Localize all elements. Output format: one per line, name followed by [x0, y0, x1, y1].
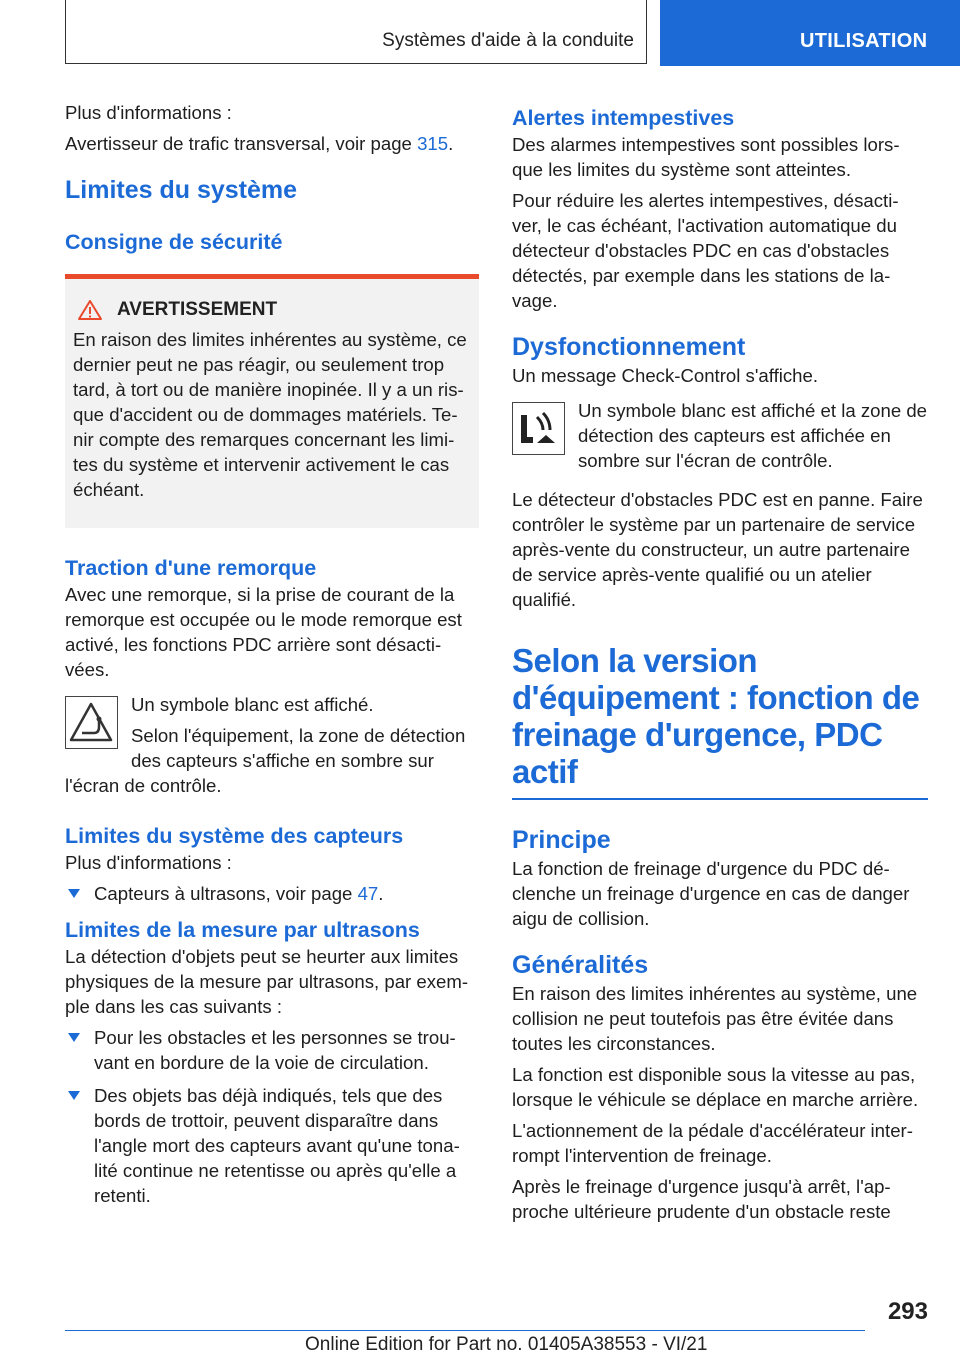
bullet-triangle-icon: [68, 1033, 80, 1042]
sensor-item-text: Capteurs à ultrasons, voir page: [94, 883, 358, 904]
footer-edition: Online Edition for Part no. 01405A38553 - VI/21: [305, 1334, 708, 1355]
right-column: [512, 100, 928, 1230]
left-column: [65, 100, 479, 1216]
heading-safety-note: Consigne de sécurité: [65, 230, 283, 254]
chapter-tab: [660, 0, 960, 66]
heading-false-alerts: Alertes intempestives: [512, 106, 735, 130]
principle-text: La fonction de freinage d'urgence du PDC dé-clenche un freinage d'urgence en cas de danger aigu de collision.: [512, 858, 910, 929]
footer-rule: [65, 1330, 865, 1331]
list-item: [65, 1025, 479, 1075]
warning-header: [73, 299, 471, 321]
list-item: [65, 881, 479, 906]
heading-system-limits: Limites du système: [65, 176, 298, 204]
heading-general: Généralités: [512, 951, 649, 979]
bullet-triangle-icon: [68, 889, 80, 898]
page-link-315[interactable]: 315: [417, 133, 449, 154]
false-alerts-text-2: Pour réduire les alertes intempestives, désacti-ver, le cas échéant, l'activation automatique du détecteur d'obstacles PDC en cas d'obstacles détectés, par exemple dans les stations de la-vage.: [512, 190, 899, 311]
trailer-icon-text-3: l'écran de contrôle.: [65, 775, 222, 796]
heading-malfunction: Dysfonctionnement: [512, 333, 746, 361]
general-text-4: Après le freinage d'urgence jusqu'à arrêt, l'ap-proche ultérieure prudente d'un obstacle reste: [512, 1176, 891, 1222]
sensor-more-info: Plus d'informations :: [65, 852, 232, 873]
false-alerts-text-1: Des alarmes intempestives sont possibles lors-que les limites du système sont atteintes.: [512, 134, 900, 180]
warning-triangle-icon: [77, 299, 103, 321]
heading-rule: [512, 798, 928, 800]
section-title: Systèmes d'aide à la conduite: [382, 30, 634, 51]
page-link-47[interactable]: 47: [357, 883, 379, 904]
sensor-list: [65, 881, 479, 906]
malfunction-icon-text: Un symbole blanc est affiché et la zone de détection des capteurs est affichée en sombre sur l'écran de contrôle.: [578, 400, 928, 471]
ultrasonic-list: [65, 1025, 479, 1208]
trailer-icon-text-2: Selon l'équipement, la zone de détection des capteurs s'affiche en sombre sur: [131, 725, 466, 771]
trailer-icon-text-1: Un symbole blanc est affiché.: [131, 694, 374, 715]
general-text-1: En raison des limites inhérentes au système, une collision ne peut toutefois pas être évitée dans toutes les circonstances.: [512, 983, 918, 1054]
heading-principle: Principe: [512, 826, 611, 854]
heading-trailer: Traction d'une remorque: [65, 556, 317, 580]
sensor-item-end: .: [378, 883, 384, 904]
heading-ultrasonic-limits: Limites de la mesure par ultrasons: [65, 918, 420, 942]
header-box: [65, 0, 647, 64]
bullet-text: Pour les obstacles et les personnes se trou-vant en bordure de la voie de circulation.: [94, 1027, 456, 1073]
malfunction-text-1: Un message Check-Control s'affiche.: [512, 365, 819, 386]
heading-sensor-limits: Limites du système des capteurs: [65, 824, 404, 848]
general-text-3: L'actionnement de la pédale d'accélérateur inter-rompt l'intervention de freinage.: [512, 1120, 913, 1166]
ultrasonic-body: La détection d'objets peut se heurter aux limites physiques de la mesure par ultrasons, par exem-ple dans les cas suivants :: [65, 946, 469, 1017]
trailer-icon-block: [65, 692, 479, 798]
heading-emergency-braking: Selon la version d'équipement : fonction de freinage d'urgence, PDC actif: [512, 642, 920, 790]
general-text-2: La fonction est disponible sous la vitesse au pas, lorsque le véhicule se déplace en marche arrière.: [512, 1064, 919, 1110]
ref-text: Avertisseur de trafic transversal, voir page: [65, 133, 418, 154]
trailer-body: Avec une remorque, si la prise de courant de la remorque est occupée ou le mode remorque est activé, les fonctions PDC arrière sont désacti-vées.: [65, 584, 462, 680]
chapter-tab-label: UTILISATION: [800, 30, 928, 52]
page-number: 293: [887, 1298, 928, 1325]
malfunction-icon-block: [512, 398, 928, 473]
bullet-triangle-icon: [68, 1091, 80, 1100]
warning-body: En raison des limites inhérentes au système, ce dernier peut ne pas réagir, ou seulement trop tard, à tort ou de manière inopinée. Il y a un ris-que d'accident ou de dommages matériels. Te-nir compte des remarques concernant les limi-tes du système et intervenir activement le cas échéant.: [73, 329, 467, 500]
pdc-sensor-icon: [512, 402, 565, 455]
cross-traffic-ref: [65, 131, 479, 156]
list-item: [65, 1083, 479, 1208]
warning-title: AVERTISSEMENT: [117, 299, 278, 320]
ref-end: .: [448, 133, 454, 154]
warning-box: [65, 274, 479, 528]
trailer-warning-icon: [65, 696, 118, 749]
more-info-text: Plus d'informations :: [65, 102, 232, 123]
bullet-text: Des objets bas déjà indiqués, tels que des bords de trottoir, peuvent disparaître dans l'angle mort des capteurs avant qu'une tona-lité continue ne retentisse ou après qu'elle a retenti.: [94, 1085, 460, 1206]
malfunction-text-2: Le détecteur d'obstacles PDC est en panne. Faire contrôler le système par un partenaire de service après-vente du constructeur, un autre partenaire de service après-vente qualifié ou un atelier qualifié.: [512, 489, 923, 610]
